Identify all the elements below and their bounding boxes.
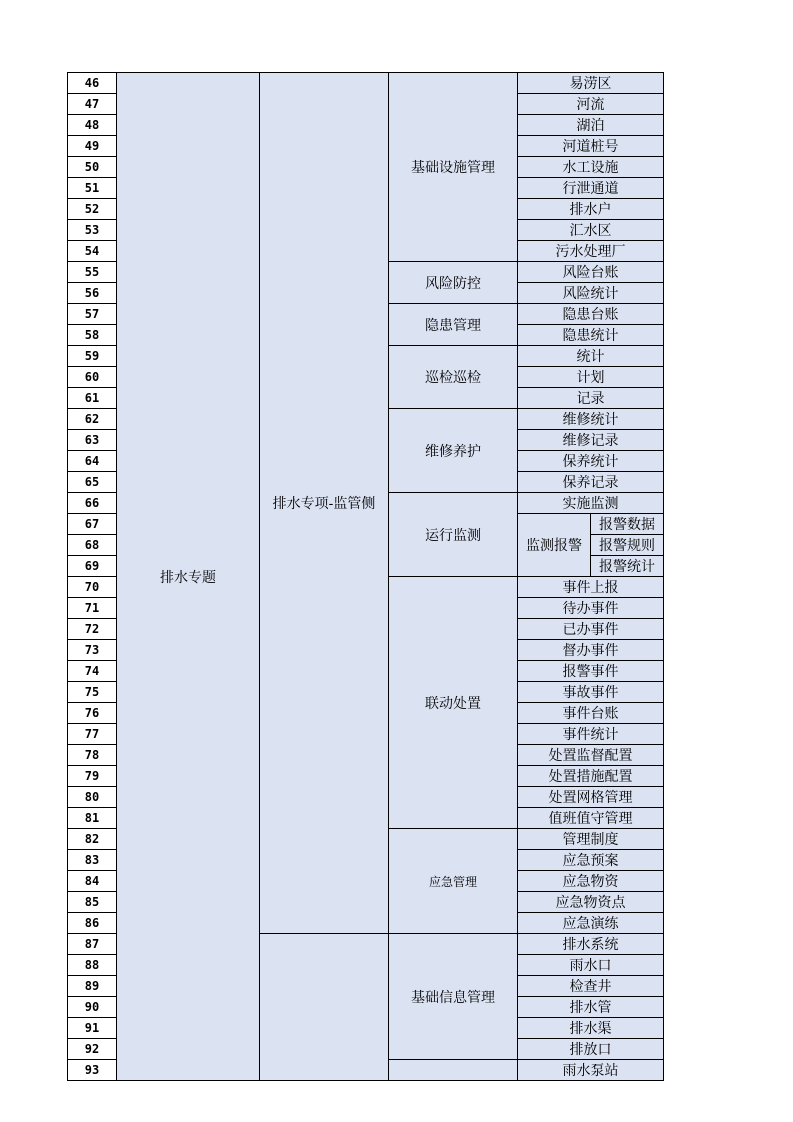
row-number: 83 (68, 850, 117, 871)
item-cell: 行泄通道 (518, 178, 664, 199)
row-number: 69 (68, 556, 117, 577)
row-number: 81 (68, 808, 117, 829)
item-cell: 实施监测 (518, 493, 664, 514)
item-cell: 计划 (518, 367, 664, 388)
item-cell: 保养记录 (518, 472, 664, 493)
row-number: 73 (68, 640, 117, 661)
item-cell: 排放口 (518, 1039, 664, 1060)
row-number: 91 (68, 1018, 117, 1039)
row-number: 49 (68, 136, 117, 157)
category-cell: 排水专项-监管侧 (260, 73, 389, 934)
group-cell: 维修养护 (389, 409, 518, 493)
item-cell: 应急物资 (518, 871, 664, 892)
item-cell: 水工设施 (518, 157, 664, 178)
row-number: 47 (68, 94, 117, 115)
item-cell: 报警统计 (591, 556, 664, 577)
group-cell: 基础信息管理 (389, 934, 518, 1060)
row-number: 62 (68, 409, 117, 430)
row-number: 48 (68, 115, 117, 136)
row-number: 46 (68, 73, 117, 94)
row-number: 57 (68, 304, 117, 325)
group-cell (389, 1060, 518, 1081)
row-number: 85 (68, 892, 117, 913)
item-cell: 事件统计 (518, 724, 664, 745)
item-cell: 待办事件 (518, 598, 664, 619)
item-cell: 保养统计 (518, 451, 664, 472)
row-number: 67 (68, 514, 117, 535)
item-cell: 维修记录 (518, 430, 664, 451)
item-cell: 排水渠 (518, 1018, 664, 1039)
row-number: 76 (68, 703, 117, 724)
item-cell: 维修统计 (518, 409, 664, 430)
row-number: 55 (68, 262, 117, 283)
item-cell: 河流 (518, 94, 664, 115)
group-cell: 巡检巡检 (389, 346, 518, 409)
row-number: 89 (68, 976, 117, 997)
row-number: 84 (68, 871, 117, 892)
group-cell: 风险防控 (389, 262, 518, 304)
item-cell: 隐患台账 (518, 304, 664, 325)
row-number: 52 (68, 199, 117, 220)
item-cell: 处置监督配置 (518, 745, 664, 766)
item-cell: 处置措施配置 (518, 766, 664, 787)
row-number: 82 (68, 829, 117, 850)
row-number: 78 (68, 745, 117, 766)
item-cell: 排水户 (518, 199, 664, 220)
item-cell: 湖泊 (518, 115, 664, 136)
group-cell: 运行监测 (389, 493, 518, 577)
row-number: 56 (68, 283, 117, 304)
item-cell: 报警事件 (518, 661, 664, 682)
item-cell: 处置网格管理 (518, 787, 664, 808)
row-number: 79 (68, 766, 117, 787)
row-number: 70 (68, 577, 117, 598)
item-cell: 应急预案 (518, 850, 664, 871)
group-cell: 联动处置 (389, 577, 518, 829)
row-number: 66 (68, 493, 117, 514)
row-number: 86 (68, 913, 117, 934)
row-number: 53 (68, 220, 117, 241)
row-number: 63 (68, 430, 117, 451)
row-number: 80 (68, 787, 117, 808)
row-number: 68 (68, 535, 117, 556)
row-number: 58 (68, 325, 117, 346)
item-cell: 事件台账 (518, 703, 664, 724)
item-cell: 隐患统计 (518, 325, 664, 346)
item-cell: 事件上报 (518, 577, 664, 598)
group-cell: 隐患管理 (389, 304, 518, 346)
item-cell: 检查井 (518, 976, 664, 997)
row-number: 72 (68, 619, 117, 640)
row-number: 75 (68, 682, 117, 703)
row-number: 87 (68, 934, 117, 955)
item-cell: 风险台账 (518, 262, 664, 283)
item-cell: 值班值守管理 (518, 808, 664, 829)
row-number: 51 (68, 178, 117, 199)
item-cell: 雨水泵站 (518, 1060, 664, 1081)
group-cell: 应急管理 (389, 829, 518, 934)
item-cell: 督办事件 (518, 640, 664, 661)
table-row (68, 73, 664, 94)
item-cell: 污水处理厂 (518, 241, 664, 262)
row-number: 74 (68, 661, 117, 682)
item-cell: 报警规则 (591, 535, 664, 556)
item-cell: 报警数据 (591, 514, 664, 535)
row-number: 90 (68, 997, 117, 1018)
item-cell: 管理制度 (518, 829, 664, 850)
item-cell: 事故事件 (518, 682, 664, 703)
item-cell: 风险统计 (518, 283, 664, 304)
row-number: 71 (68, 598, 117, 619)
topic-cell: 排水专题 (117, 73, 260, 1081)
item-cell: 统计 (518, 346, 664, 367)
module-table (67, 72, 664, 1081)
item-cell: 应急演练 (518, 913, 664, 934)
item-cell: 排水系统 (518, 934, 664, 955)
row-number: 92 (68, 1039, 117, 1060)
item-cell: 河道桩号 (518, 136, 664, 157)
group-cell: 基础设施管理 (389, 73, 518, 262)
row-number: 65 (68, 472, 117, 493)
item-cell: 排水管 (518, 997, 664, 1018)
row-number: 93 (68, 1060, 117, 1081)
row-number: 64 (68, 451, 117, 472)
row-number: 61 (68, 388, 117, 409)
item-cell: 易涝区 (518, 73, 664, 94)
subgroup-cell: 监测报警 (518, 514, 591, 577)
item-cell: 汇水区 (518, 220, 664, 241)
row-number: 60 (68, 367, 117, 388)
row-number: 54 (68, 241, 117, 262)
row-number: 77 (68, 724, 117, 745)
item-cell: 雨水口 (518, 955, 664, 976)
item-cell: 已办事件 (518, 619, 664, 640)
item-cell: 记录 (518, 388, 664, 409)
row-number: 59 (68, 346, 117, 367)
row-number: 50 (68, 157, 117, 178)
row-number: 88 (68, 955, 117, 976)
item-cell: 应急物资点 (518, 892, 664, 913)
category-cell (260, 934, 389, 1081)
